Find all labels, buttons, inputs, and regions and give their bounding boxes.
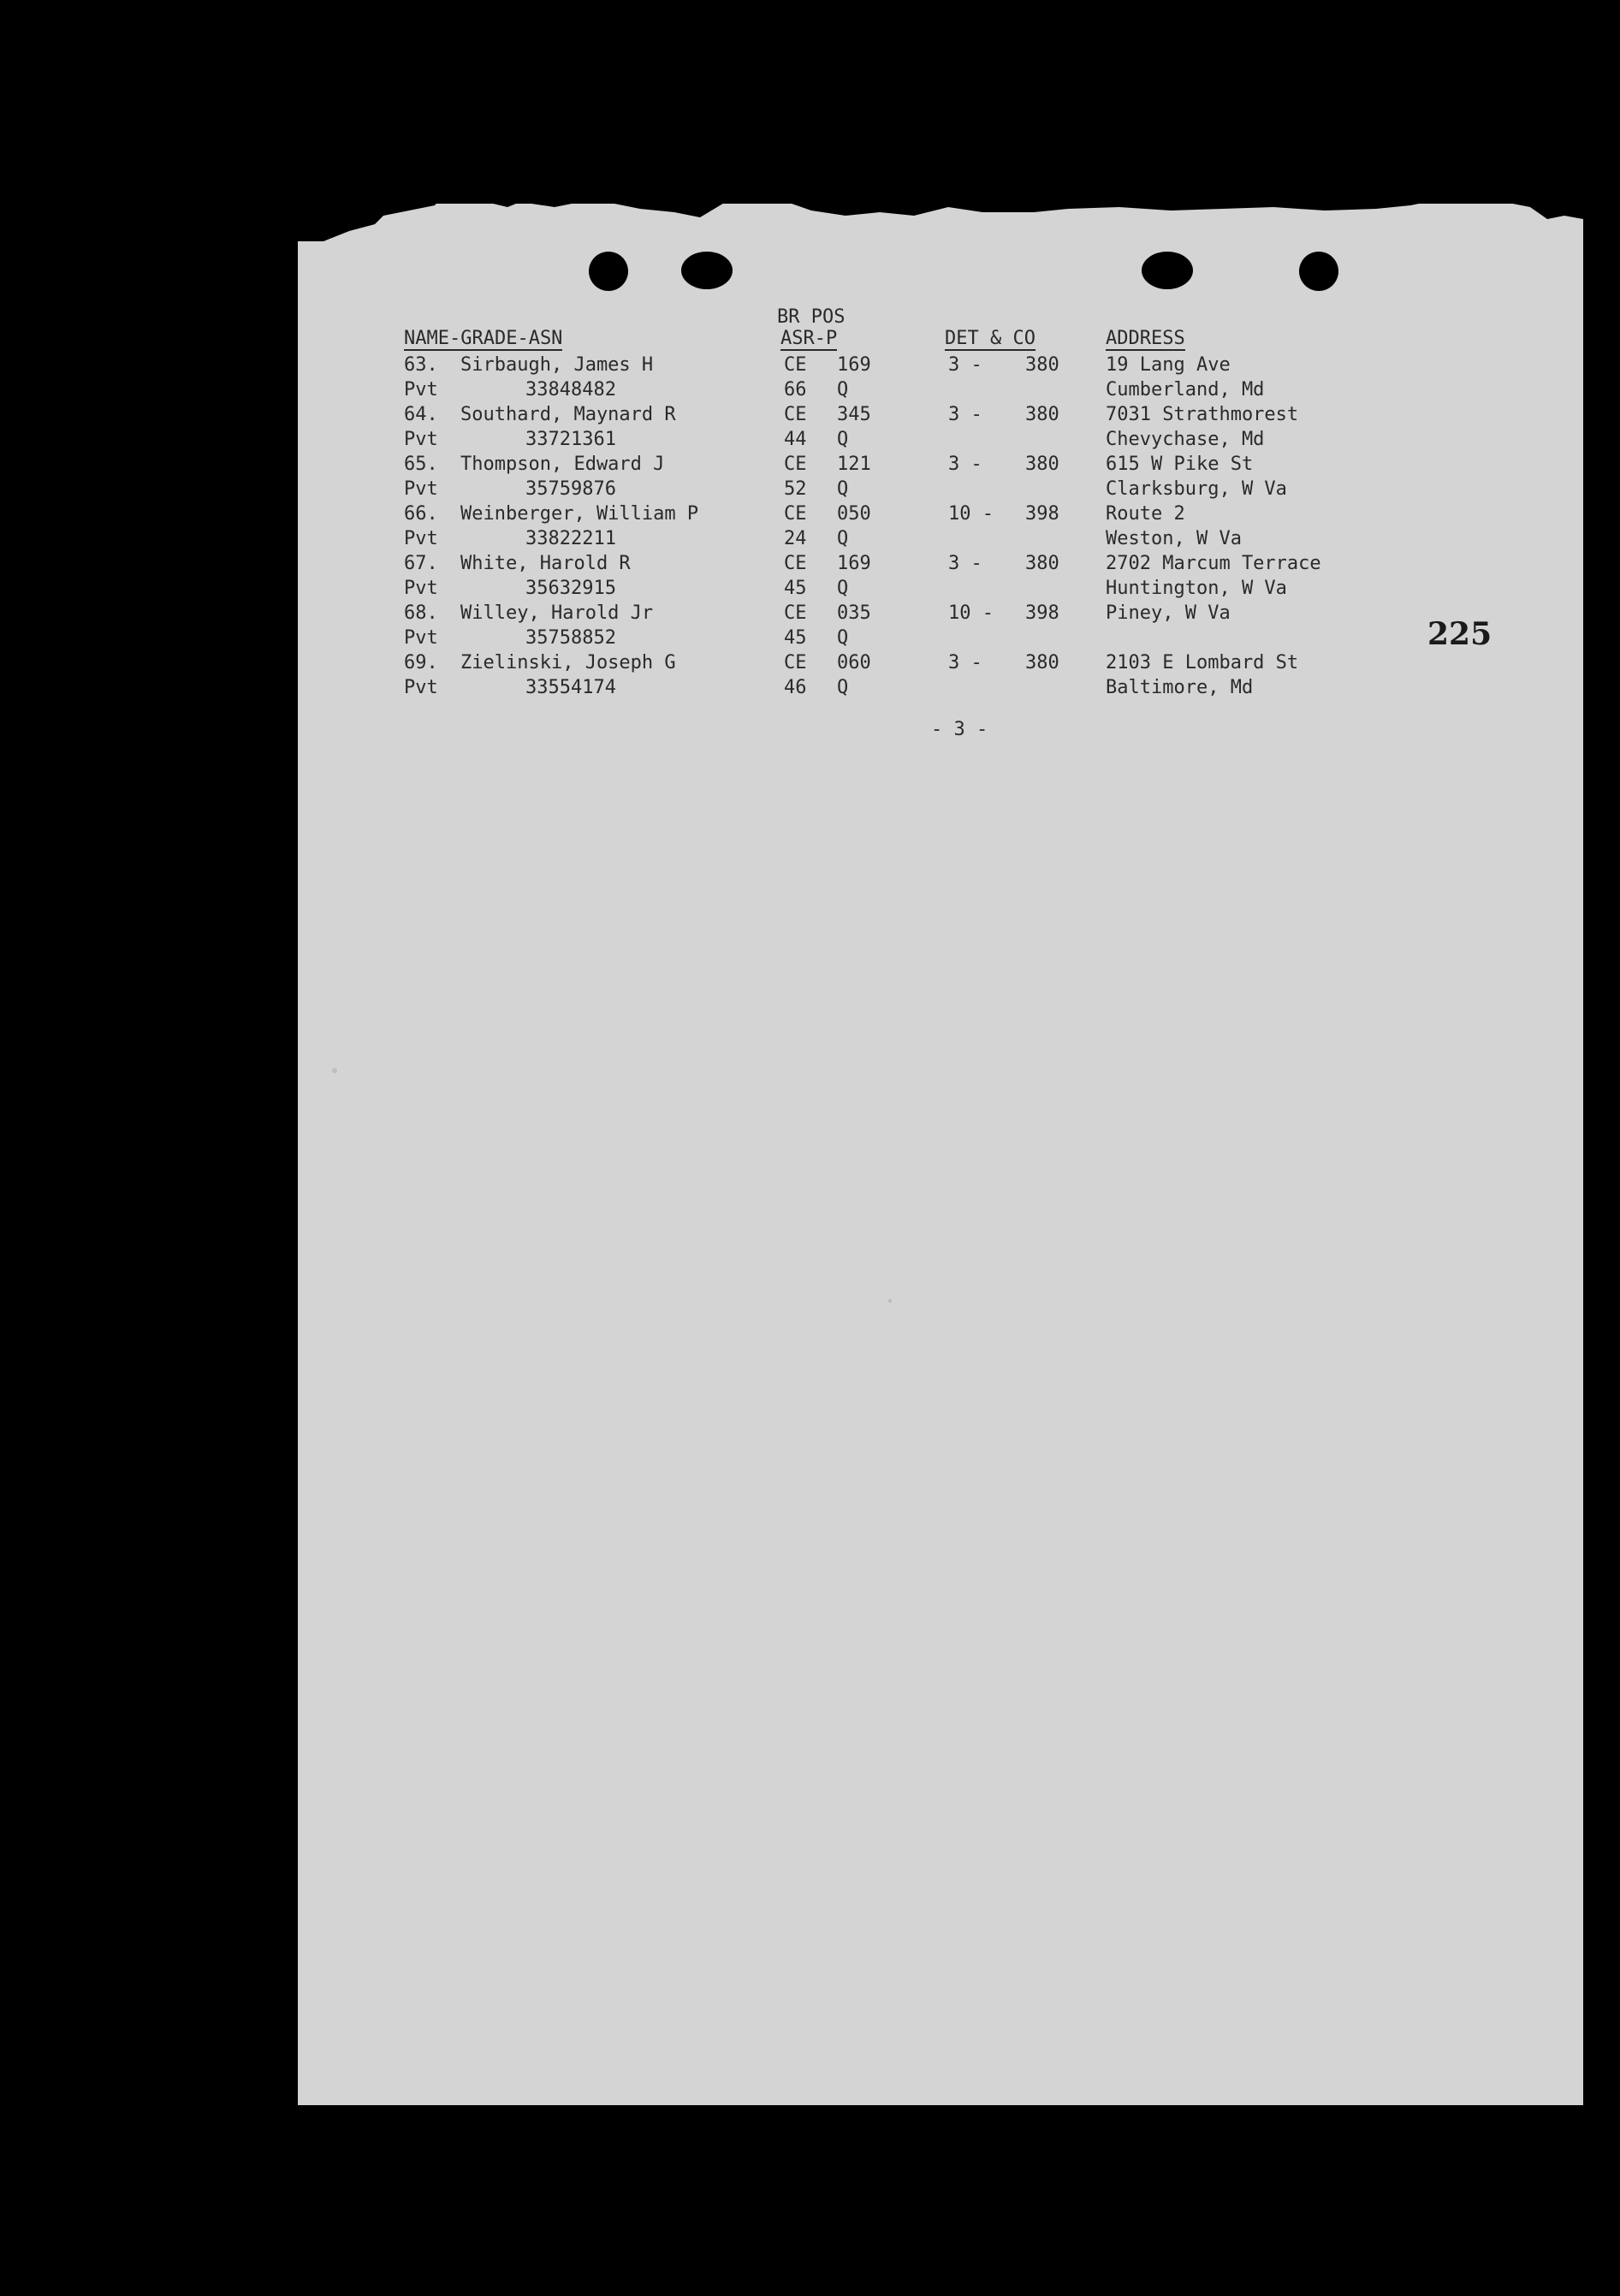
cell-pos: Q <box>837 429 849 450</box>
cell-det: 10 - <box>948 503 994 525</box>
cell-name: 33822211 <box>525 528 616 549</box>
cell-br: 45 <box>784 627 807 649</box>
cell-num: 68. <box>404 602 438 624</box>
cell-br: 66 <box>784 379 807 400</box>
punch-hole <box>589 252 628 291</box>
cell-address: 19 Lang Ave <box>1106 354 1231 376</box>
cell-co: 398 <box>1025 503 1059 525</box>
cell-num: 67. <box>404 553 438 574</box>
cell-co: 380 <box>1025 454 1059 475</box>
cell-br: CE <box>784 652 807 673</box>
cell-name: 33554174 <box>525 677 616 698</box>
cell-pos: 050 <box>837 503 871 525</box>
cell-br: 45 <box>784 578 807 599</box>
cell-br: 46 <box>784 677 807 698</box>
cell-pos: 169 <box>837 553 871 574</box>
cell-pos: Q <box>837 478 849 500</box>
table-row <box>298 454 1325 478</box>
cell-pos: 035 <box>837 602 871 624</box>
cell-num: Pvt <box>404 627 438 649</box>
cell-num: 69. <box>404 652 438 673</box>
cell-br: CE <box>784 454 807 475</box>
table-row <box>298 429 1325 454</box>
cell-address: 2702 Marcum Terrace <box>1106 553 1321 574</box>
cell-br: 24 <box>784 528 807 549</box>
cell-det: 3 - <box>948 404 982 425</box>
cell-name: Weinberger, William P <box>460 503 699 525</box>
cell-address: Clarksburg, W Va <box>1106 478 1287 500</box>
cell-address: 7031 Strathmorest <box>1106 404 1299 425</box>
cell-pos: 060 <box>837 652 871 673</box>
cell-br: CE <box>784 354 807 376</box>
cell-det: 3 - <box>948 354 982 376</box>
paper-speck <box>888 1299 892 1302</box>
table-row <box>298 553 1325 578</box>
cell-address: Piney, W Va <box>1106 602 1231 624</box>
table-row <box>298 503 1325 528</box>
cell-co: 380 <box>1025 404 1059 425</box>
cell-br: CE <box>784 553 807 574</box>
cell-pos: Q <box>837 677 849 698</box>
cell-pos: Q <box>837 627 849 649</box>
cell-det: 3 - <box>948 652 982 673</box>
table-row <box>298 677 1325 702</box>
cell-co: 380 <box>1025 652 1059 673</box>
cell-pos: Q <box>837 578 849 599</box>
br-pos-label: BR POS <box>777 306 846 328</box>
cell-num: Pvt <box>404 528 438 549</box>
cell-address: 2103 E Lombard St <box>1106 652 1299 673</box>
cell-num: 64. <box>404 404 438 425</box>
cell-num: Pvt <box>404 429 438 450</box>
cell-address: Cumberland, Md <box>1106 379 1265 400</box>
punch-hole <box>681 252 733 289</box>
paper-speck <box>332 1068 337 1073</box>
cell-name: 35759876 <box>525 478 616 500</box>
header-det-co: DET & CO <box>945 328 1035 349</box>
cell-br: CE <box>784 602 807 624</box>
cell-br: CE <box>784 404 807 425</box>
torn-edge <box>298 190 1583 241</box>
cell-name: Zielinski, Joseph G <box>460 652 676 673</box>
cell-br: 44 <box>784 429 807 450</box>
cell-name: Willey, Harold Jr <box>460 602 654 624</box>
page-number: 225 <box>1427 616 1492 652</box>
cell-name: 35632915 <box>525 578 616 599</box>
cell-det: 3 - <box>948 454 982 475</box>
cell-co: 380 <box>1025 553 1059 574</box>
cell-num: Pvt <box>404 578 438 599</box>
cell-address: Chevychase, Md <box>1106 429 1265 450</box>
cell-det: 10 - <box>948 602 994 624</box>
cell-name: Sirbaugh, James H <box>460 354 654 376</box>
cell-name: Southard, Maynard R <box>460 404 676 425</box>
table-row <box>298 379 1325 404</box>
table-row <box>298 578 1325 602</box>
cell-name: White, Harold R <box>460 553 631 574</box>
header-name-grade-asn: NAME-GRADE-ASN <box>404 328 563 349</box>
document-page <box>298 204 1583 2105</box>
cell-pos: Q <box>837 379 849 400</box>
cell-num: 63. <box>404 354 438 376</box>
cell-num: 66. <box>404 503 438 525</box>
cell-name: 35758852 <box>525 627 616 649</box>
cell-name: 33848482 <box>525 379 616 400</box>
cell-br: 52 <box>784 478 807 500</box>
table-row <box>298 478 1325 503</box>
header-address: ADDRESS <box>1106 328 1185 349</box>
cell-br: CE <box>784 503 807 525</box>
cell-address: Baltimore, Md <box>1106 677 1254 698</box>
cell-name: Thompson, Edward J <box>460 454 665 475</box>
table-row <box>298 404 1325 429</box>
cell-address: 615 W Pike St <box>1106 454 1254 475</box>
cell-num: Pvt <box>404 677 438 698</box>
cell-co: 398 <box>1025 602 1059 624</box>
cell-name: 33721361 <box>525 429 616 450</box>
footer-page-label: - 3 - <box>931 719 988 740</box>
table-row <box>298 627 1325 652</box>
punch-hole <box>1142 252 1193 289</box>
cell-num: Pvt <box>404 379 438 400</box>
cell-pos: 169 <box>837 354 871 376</box>
table-row <box>298 354 1325 379</box>
table-row <box>298 528 1325 553</box>
cell-pos: Q <box>837 528 849 549</box>
cell-address: Route 2 <box>1106 503 1185 525</box>
cell-co: 380 <box>1025 354 1059 376</box>
cell-det: 3 - <box>948 553 982 574</box>
table-row <box>298 652 1325 677</box>
cell-address: Huntington, W Va <box>1106 578 1287 599</box>
table-row <box>298 602 1325 627</box>
cell-pos: 121 <box>837 454 871 475</box>
cell-address: Weston, W Va <box>1106 528 1242 549</box>
punch-hole <box>1299 252 1338 291</box>
cell-num: 65. <box>404 454 438 475</box>
header-asr-p: ASR-P <box>780 328 838 349</box>
cell-pos: 345 <box>837 404 871 425</box>
cell-num: Pvt <box>404 478 438 500</box>
